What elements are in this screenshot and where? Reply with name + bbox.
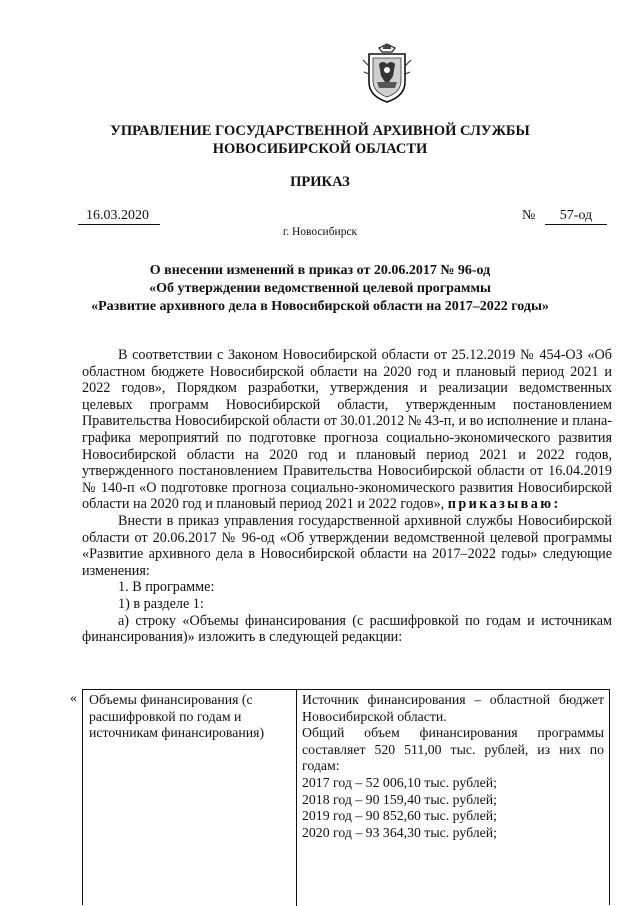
city-label: г. Новосибирск bbox=[282, 226, 358, 238]
preamble-text: В соответствии с Законом Новосибирской области от 25.12.2019 № 454-ОЗ «Об областном бюджете Новосибирской области на 2020 год и плановый период 2021 и 2022 годов», Порядком разработки, утверждения и реализации ведомственных целевых программ Новосибирской области, утвержденным постановлением Правительства Новосибирской области от 30.01.2012 № 43-п, и во исполнение и плана-графика мероприятий по подготовке прогноза социально-экономического развития Новосибирской области на 2020 год и плановый период 2021 и 2022 годов, утвержденного постановлением Правительства Новосибирской области от 16.04.2019 № 140-п «О подготовке прогноза социально-экономического развития Новосибирской области на 2020 год и плановый период 2021 и 2022 годов», bbox=[82, 347, 612, 513]
order-date: 16.03.2020 bbox=[78, 208, 160, 225]
table-right-cell bbox=[302, 692, 604, 841]
document-type: ПРИКАЗ bbox=[290, 174, 350, 190]
coat-of-arms-emblem bbox=[359, 42, 415, 104]
paragraph-preamble bbox=[82, 347, 612, 513]
paragraph-section: 1) в разделе 1: bbox=[118, 595, 204, 612]
financing-table bbox=[82, 689, 610, 905]
number-sign: № bbox=[522, 208, 536, 223]
subject-line1: О внесении изменений в приказ от 20.06.2017 № 96-од bbox=[149, 263, 491, 278]
table-line: 2018 год – 90 159,40 тыс. рублей; bbox=[302, 791, 497, 807]
table-left-cell: Объемы финансирования (с расшифровкой по годам и источникам финансирования) bbox=[89, 692, 265, 741]
open-quote: « bbox=[70, 691, 77, 706]
order-number: 57-од bbox=[545, 208, 607, 225]
table-line: 2020 год – 93 364,30 тыс. рублей; bbox=[302, 824, 497, 840]
agency-title-line1: УПРАВЛЕНИЕ ГОСУДАРСТВЕННОЙ АРХИВНОЙ СЛУЖБЫ bbox=[110, 123, 530, 139]
table-line: Источник финансирования – областной бюджет Новосибирской области. bbox=[302, 692, 604, 724]
order-directive: приказываю: bbox=[447, 496, 561, 513]
paragraph-program: 1. В программе: bbox=[118, 579, 215, 596]
table-divider bbox=[296, 690, 297, 906]
paragraph-row: а) строку «Объемы финансирования (с расшифровкой по годам и источникам финансирования)» изложить в следующей редакции: bbox=[82, 612, 612, 646]
subject-line2: «Об утверждении ведомственной целевой программы bbox=[149, 281, 491, 296]
document-body bbox=[82, 347, 612, 646]
subject-line3: «Развитие архивного дела в Новосибирской области на 2017–2022 годы» bbox=[91, 299, 549, 314]
paragraph-amend: Внести в приказ управления государственной архивной службы Новосибирской области от 20.06.2017 № 96-од «Об утверждении ведомственной целевой программы «Развитие архивного дела в Новосибирской области на 2017–2022 годы» следующие изменения: bbox=[82, 512, 612, 579]
table-line: 2017 год – 52 006,10 тыс. рублей; bbox=[302, 774, 497, 790]
table-line: 2019 год – 90 852,60 тыс. рублей; bbox=[302, 808, 497, 824]
agency-title-line2: НОВОСИБИРСКОЙ ОБЛАСТИ bbox=[212, 141, 428, 157]
table-line: Общий объем финансирования программы составляет 520 511,00 тыс. рублей, из них по годам: bbox=[302, 725, 604, 774]
